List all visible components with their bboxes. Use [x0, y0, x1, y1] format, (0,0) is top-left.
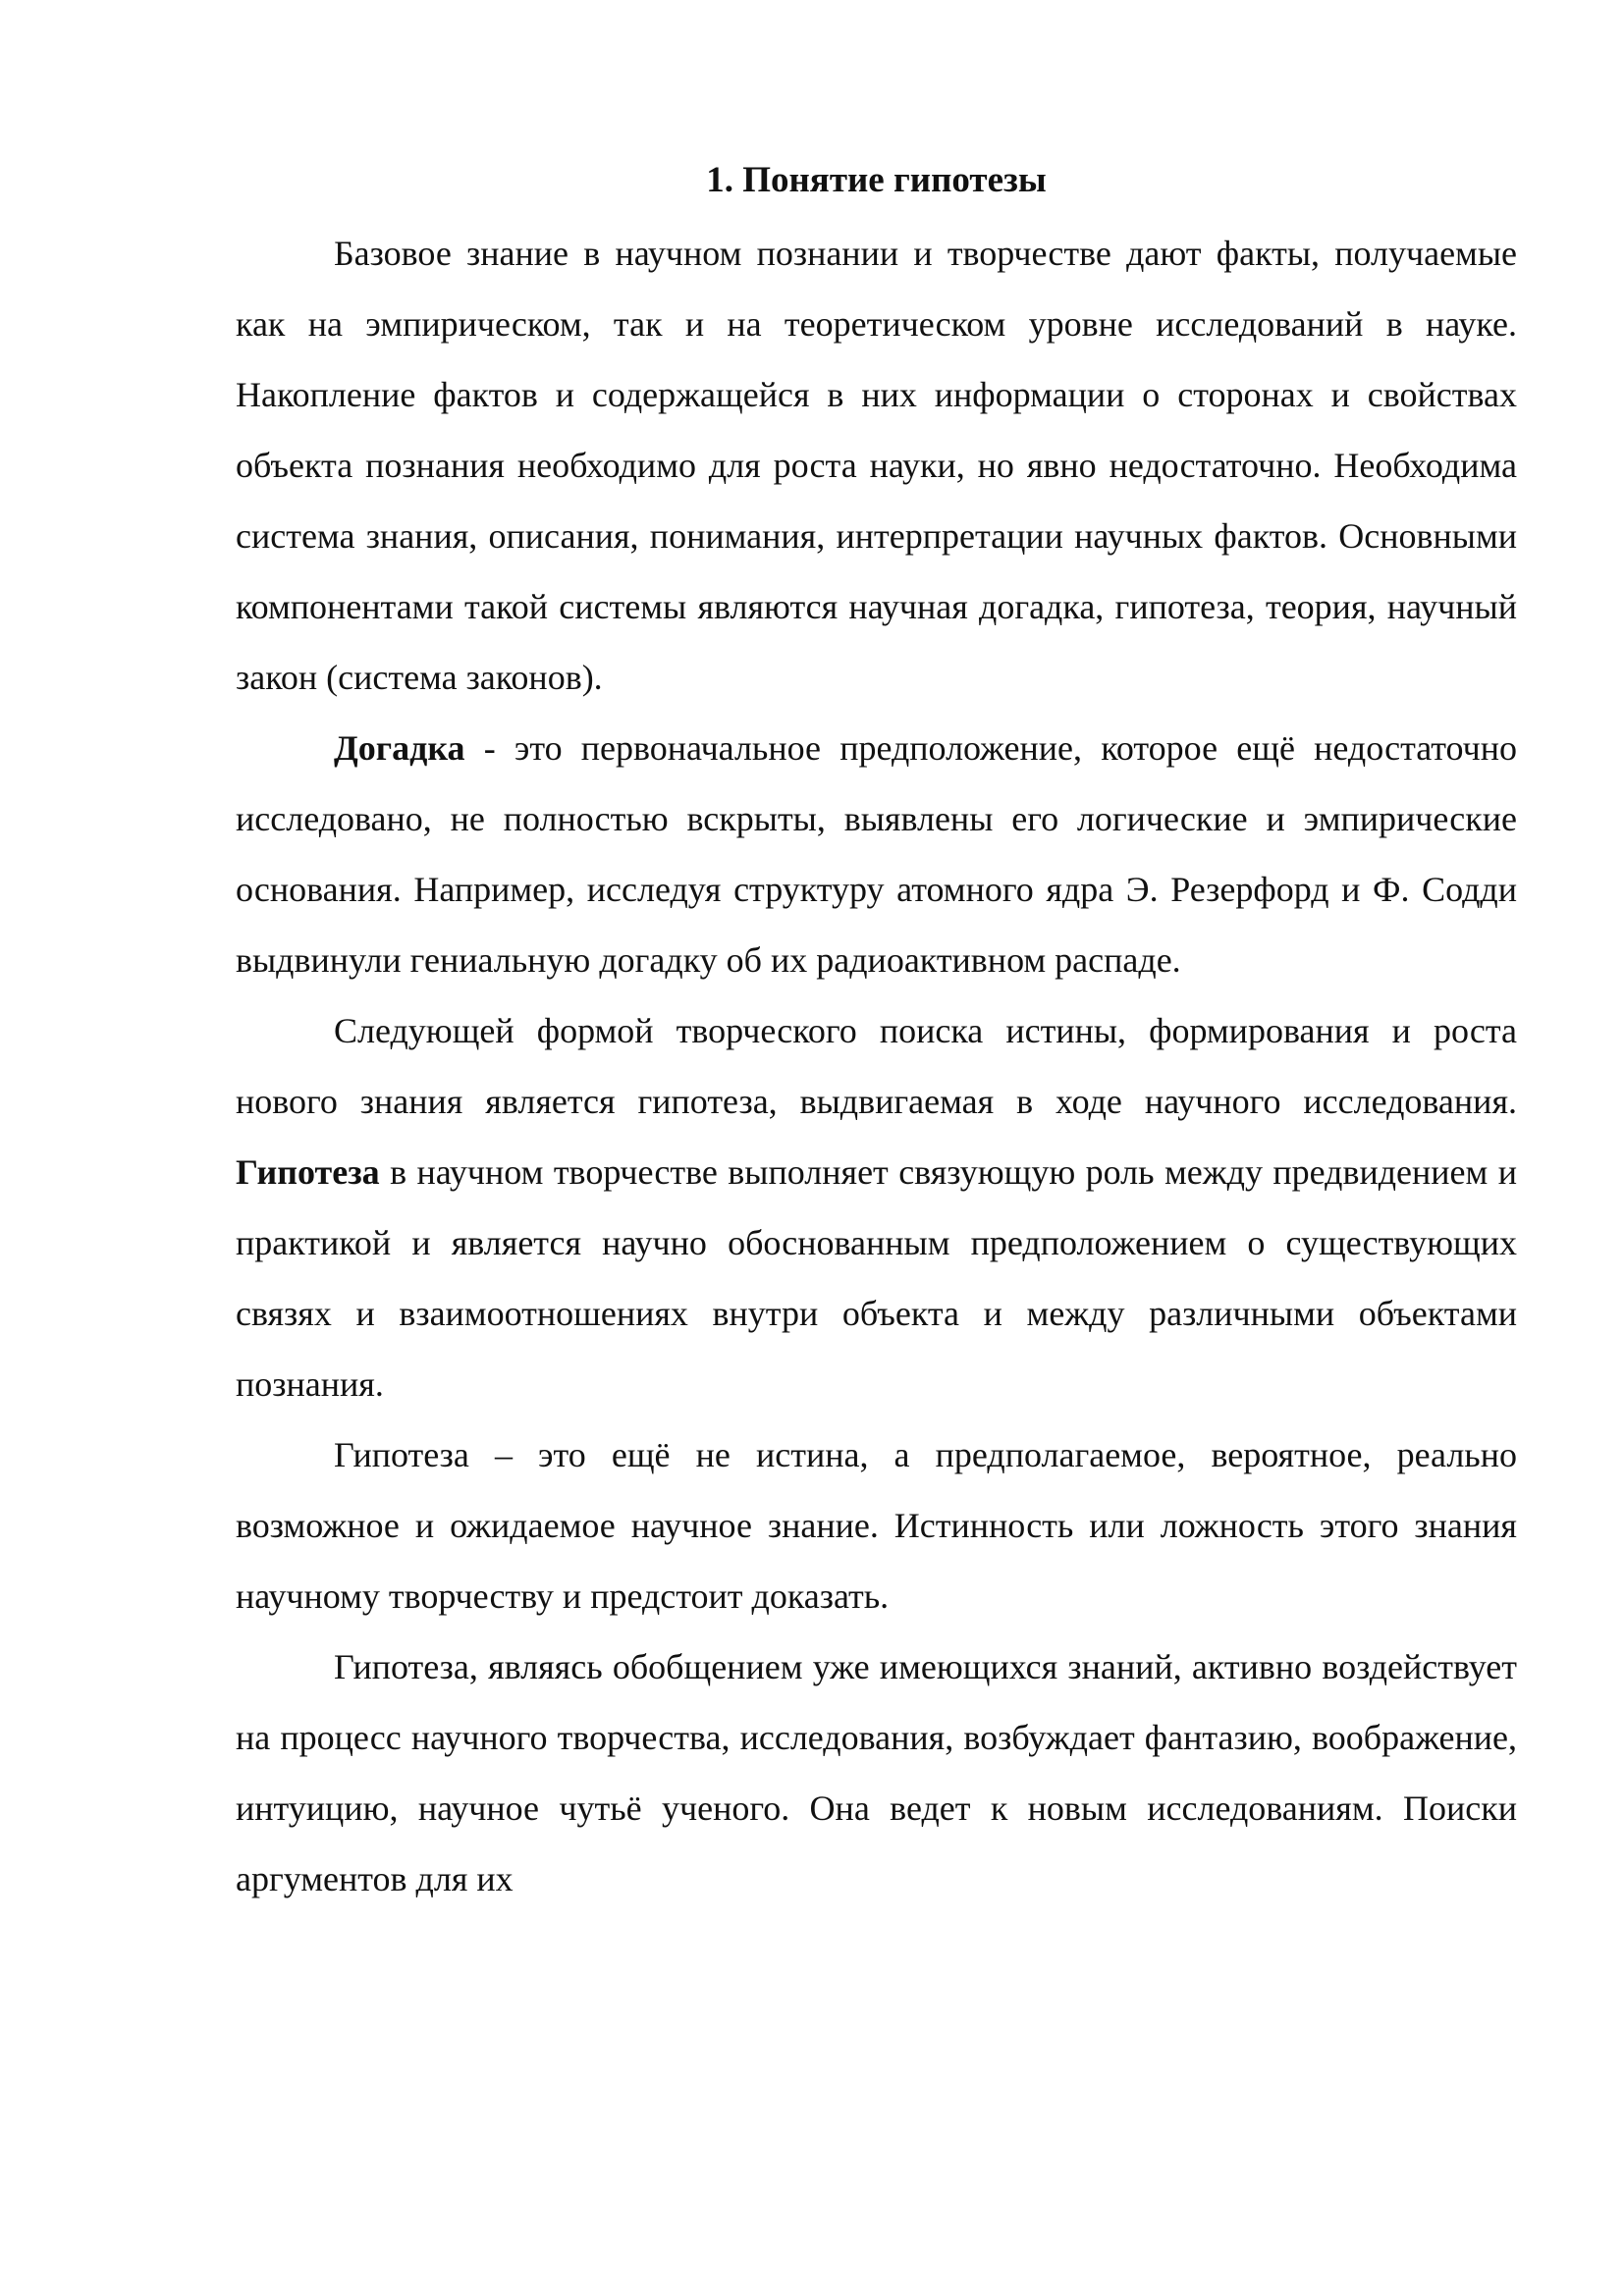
- term-guess: Догадка: [334, 728, 465, 768]
- paragraph-truth: Гипотеза – это ещё не истина, а предполагаемое, вероятное, реально возможное и ожидаемое научное знание. Истинность или ложность этого знания научному творчеству и предстоит доказать.: [236, 1435, 1517, 1616]
- paragraph-facts: Базовое знание в научном познании и творчестве дают факты, получаемые как на эмпирическом, так и на теоретическом уровне исследований в науке. Накопление фактов и содержащейся в них информации о сторонах и свойствах объекта познания необходимо для роста науки, но явно недостаточно. Необходима система знания, описания, понимания, интерпретации научных фактов. Основными компонентами такой системы являются научная догадка, гипотеза, теория, научный закон (система законов).: [236, 234, 1517, 697]
- paragraph-generalization: Гипотеза, являясь обобщением уже имеющихся знаний, активно воздействует на процесс научного творчества, исследования, возбуждает фантазию, воображение, интуицию, научное чутьё ученого. Она ведет к новым исследованиям. Поиски аргументов для их: [236, 1647, 1517, 1898]
- paragraph-guess: [236, 713, 1517, 995]
- term-hypothesis: Гипотеза: [236, 1152, 380, 1192]
- paragraph-guess-text: - это первоначальное предположение, которое ещё недостаточно исследовано, не полностью вскрыты, выявлены его логические и эмпирические основания. Например, исследуя структуру атомного ядра Э. Резерфорд и Ф. Содди выдвинули гениальную догадку об их радиоактивном распаде.: [236, 728, 1517, 980]
- paragraph-hypothesis-before: Следующей формой творческого поиска истины, формирования и роста нового знания является гипотеза, выдвигаемая в ходе научного исследования.: [236, 1011, 1517, 1121]
- document-page: [236, 145, 1517, 1914]
- paragraph-hypothesis: [236, 995, 1517, 1419]
- section-heading: 1. Понятие гипотезы: [706, 160, 1047, 200]
- paragraph-hypothesis-after: в научном творчестве выполняет связующую роль между предвидением и практикой и является научно обоснованным предположением о существующих связях и взаимоотношениях внутри объекта и между различными объектами познания.: [236, 1152, 1517, 1404]
